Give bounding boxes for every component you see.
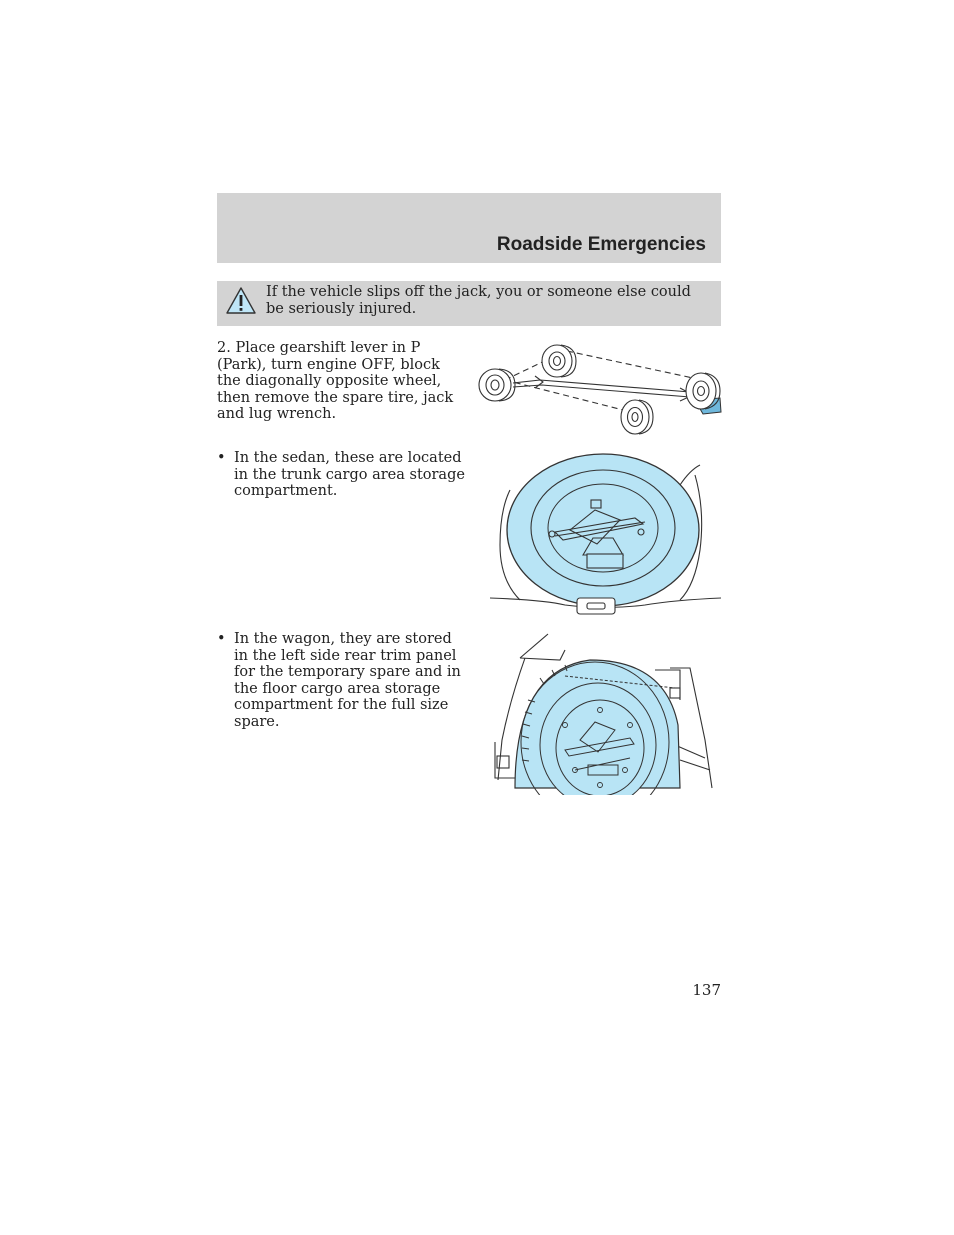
wheel-block-diagram: [475, 340, 725, 440]
bullet-marker: •: [217, 631, 226, 647]
warning-triangle-icon: [225, 286, 257, 316]
sedan-trunk-spare-illustration: [485, 450, 725, 620]
warning-box: [217, 281, 721, 326]
wagon-trim-panel-spare-illustration: [480, 630, 720, 795]
step-2-text: 2. Place gearshift lever in P (Park), turn engine OFF, block the diagonally opposite wheel, then remove the spare tire, jack and lug wrench.: [217, 340, 454, 422]
bullet-marker: •: [217, 450, 226, 466]
bullet-text: In the wagon, they are stored in the left side rear trim panel for the temporary spare and in the floor cargo area storage compartment for the full size spare.: [234, 631, 461, 730]
warning-text: If the vehicle slips off the jack, you or someone else could be seriously injured.: [266, 284, 691, 317]
bullet-text: In the sedan, these are located in the trunk cargo area storage compartment.: [234, 450, 465, 499]
section-header: [217, 193, 721, 263]
section-title: Roadside Emergencies: [496, 234, 706, 255]
page-number: 137: [692, 981, 721, 999]
wheel-icon: [479, 369, 515, 401]
